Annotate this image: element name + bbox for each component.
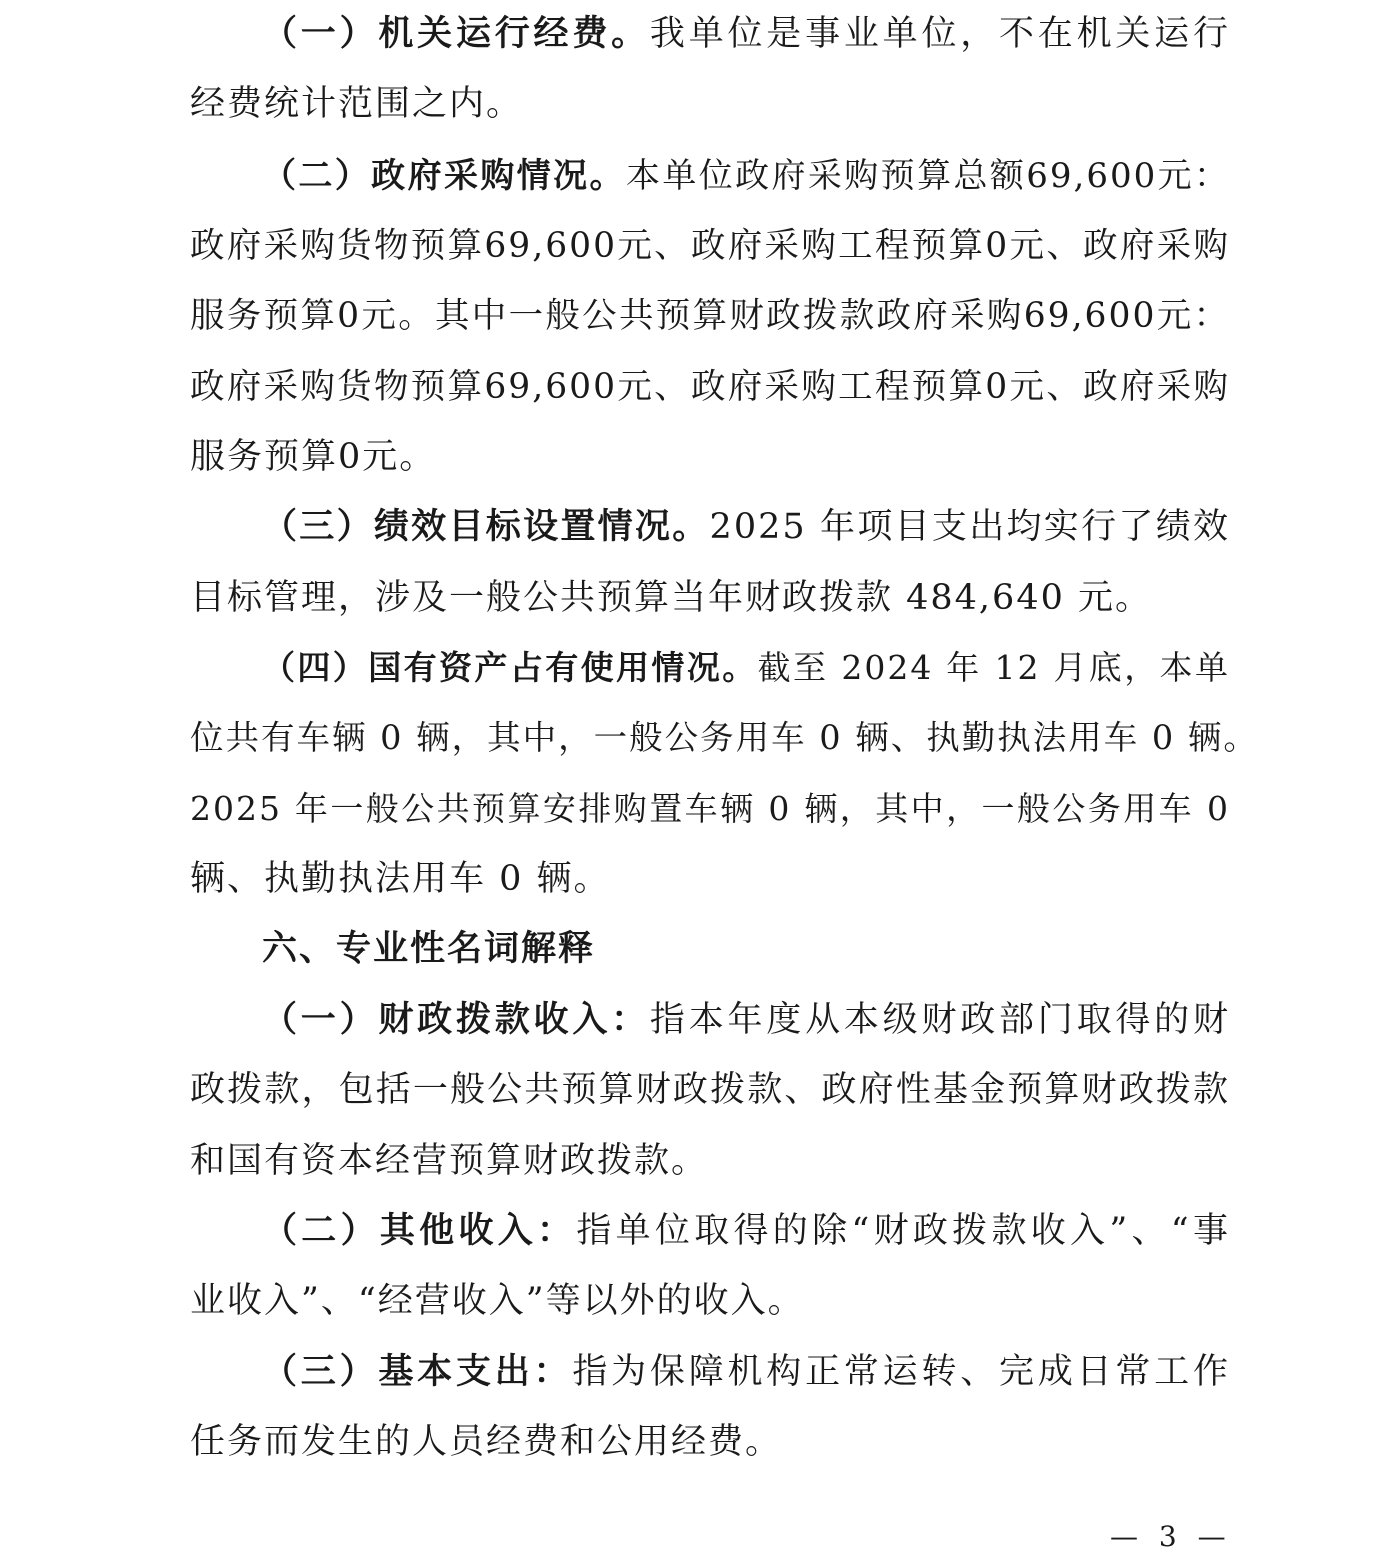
term-text: 指为保障机构正常运转、完成日常工作 [572, 1352, 1230, 1392]
paragraph-heading: （四）国有资产占有使用情况。 [262, 648, 758, 687]
paragraph-line: 位共有车辆 0 辆，其中，一般公务用车 0 辆、执勤执法用车 0 辆。 [190, 718, 1259, 757]
paragraph-line [262, 996, 1230, 1044]
section-heading: 六、专业性名词解释 [262, 929, 596, 969]
page-number: — 3 — [1110, 1520, 1232, 1553]
paragraph-line: 和国有资本经营预算财政拨款。 [190, 1141, 709, 1181]
paragraph-text: 本单位政府采购预算总额69,600元： [625, 156, 1231, 196]
paragraph-line: 政府采购货物预算69,600元、政府采购工程预算0元、政府采购 [190, 367, 1230, 407]
paragraph-text: 截至 2024 年 12 月底，本单 [757, 648, 1231, 687]
paragraph-text: 2025 年项目支出均实行了绩效 [709, 507, 1230, 547]
paragraph-line: 服务预算0元。 [190, 437, 437, 477]
paragraph-heading: （三）绩效目标设置情况。 [262, 507, 710, 547]
paragraph-line: 任务而发生的人员经费和公用经费。 [190, 1422, 783, 1462]
paragraph-line: 政拨款，包括一般公共预算财政拨款、政府性基金预算财政拨款 [190, 1070, 1230, 1110]
paragraph-line: 业收入”、“经营收入”等以外的收入。 [190, 1281, 805, 1321]
paragraph-line: 政府采购货物预算69,600元、政府采购工程预算0元、政府采购 [190, 226, 1230, 266]
paragraph-line [262, 1207, 1230, 1255]
paragraph-line: 目标管理，涉及一般公共预算当年财政拨款 484,640 元。 [190, 578, 1152, 618]
term-text: 指本年度从本级财政部门取得的财 [649, 1000, 1230, 1040]
paragraph-line [262, 644, 1230, 692]
paragraph-text: 我单位是事业单位，不在机关运行 [649, 14, 1230, 54]
term-text: 指单位取得的除“财政拨款收入”、“事 [576, 1211, 1230, 1251]
term-heading: （三）基本支出： [262, 1352, 573, 1392]
term-heading: （二）其他收入： [262, 1211, 577, 1251]
paragraph-heading: （一）机关运行经费。 [262, 14, 650, 54]
paragraph-line: 2025 年一般公共预算安排购置车辆 0 辆，其中，一般公务用车 0 [190, 789, 1230, 828]
paragraph-line [262, 10, 1230, 58]
term-heading: （一）财政拨款收入： [262, 1000, 650, 1040]
paragraph-heading: （二）政府采购情况。 [262, 156, 626, 196]
paragraph-line [262, 503, 1230, 551]
paragraph-line: 服务预算0元。其中一般公共预算财政拨款政府采购69,600元： [190, 296, 1230, 336]
paragraph-line: 辆、执勤执法用车 0 辆。 [190, 859, 611, 899]
paragraph-line [262, 152, 1230, 200]
paragraph-line: 经费统计范围之内。 [190, 84, 524, 124]
paragraph-line [262, 1348, 1230, 1396]
